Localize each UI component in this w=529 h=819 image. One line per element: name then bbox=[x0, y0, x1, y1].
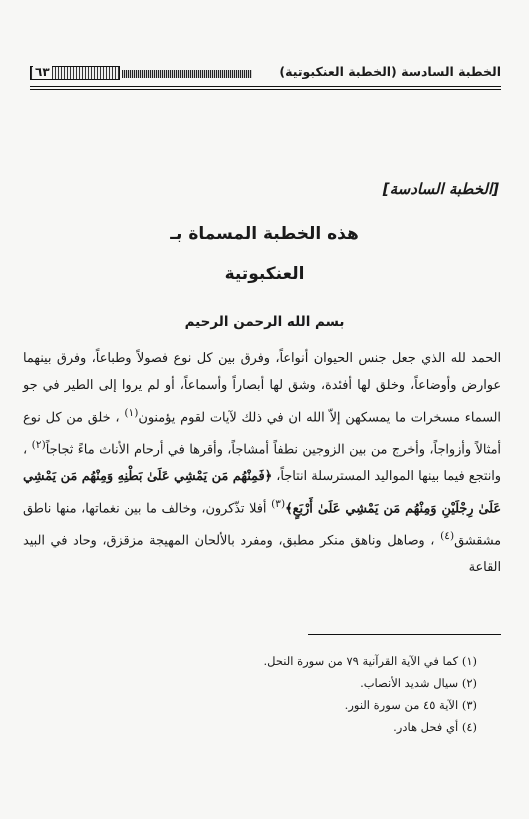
header-rule bbox=[30, 86, 501, 87]
body-segment-3: ، وانتجع فيما بينها المواليد المسترسلة انتاجاً، bbox=[23, 441, 501, 484]
footnote-ref-4: (٤) bbox=[440, 528, 455, 542]
headline-line-2: العنكبوتية bbox=[224, 264, 305, 284]
page-number: ٦٣ bbox=[35, 65, 50, 79]
footnote-3: (٣) الآية ٤٥ من سورة النور. bbox=[344, 698, 477, 712]
footnote-2: (٢) سيال شديد الأنصاب. bbox=[360, 676, 477, 690]
header-decorative-strip bbox=[122, 70, 252, 78]
body-text bbox=[23, 346, 501, 581]
footnote-ref-3: (٣) bbox=[271, 496, 286, 510]
body-segment-4: أفلا تذّكرون، وخالف ما بين نغماتها، منها ناطق مشقشق bbox=[23, 500, 501, 548]
footnote-separator bbox=[308, 634, 501, 635]
body-paragraph bbox=[23, 346, 501, 581]
footnote-1: (١) كما في الآية القرآنية ٧٩ من سورة النحل. bbox=[263, 654, 477, 668]
footnote-ref-2: (٢) bbox=[31, 437, 46, 451]
basmala: بسم الله الرحمن الرحيم bbox=[184, 314, 345, 330]
body-segment-5: ، وصاهل وناهق منكر مطبق، ومفرد بالألحان المهيجة مزقزق، وحاد في البيد القاعة bbox=[23, 532, 501, 575]
footnote-ref-1: (١) bbox=[124, 405, 139, 419]
quran-verse: ﴿فَمِنْهُم مَن يَمْشِي عَلَىٰ بَطْنِهِ وَمِنْهُم مَن يَمْشِي عَلَىٰ رِجْلَيْنِ وَمِنْهُم مَن يَمْشِي عَلَىٰ أَرْبَعٍ﴾ bbox=[23, 468, 501, 516]
footnotes bbox=[177, 650, 477, 738]
body-segment-1: الحمد لله الذي جعل جنس الحيوان أنواعاً، وفرق بين كل نوع فصولاً وطباعاً، وفرق بينهما عوارض وأوضاعاً، وخلق لها أفئدة، وشق لها أبصاراً وأسماعاً، أو لم يروا إلى الطير في جو السماء مسخرات ما يمسكهن إلاّ الله ان في ذلك لآيات لقوم يؤمنون bbox=[23, 351, 501, 425]
header-rule-secondary bbox=[30, 89, 501, 90]
body-segment-2: ، خلق من كل نوع أمثالاً وأزواجاً، وأخرج من بين الزوجين نطفاً أمشاجاً، وأقرها في أرحام الأناث ماءً ثجاجاً bbox=[23, 409, 501, 457]
footnote-4: (٤) أي فحل هادر. bbox=[393, 720, 477, 734]
headline-line-1: هذه الخطبة المسماة بـ bbox=[170, 224, 359, 244]
chapter-label: [الخطبة السادسة] bbox=[382, 180, 499, 198]
page-number-box bbox=[30, 66, 120, 80]
running-header-title: الخطبة السادسة (الخطبة العنكبوتية) bbox=[279, 64, 501, 79]
